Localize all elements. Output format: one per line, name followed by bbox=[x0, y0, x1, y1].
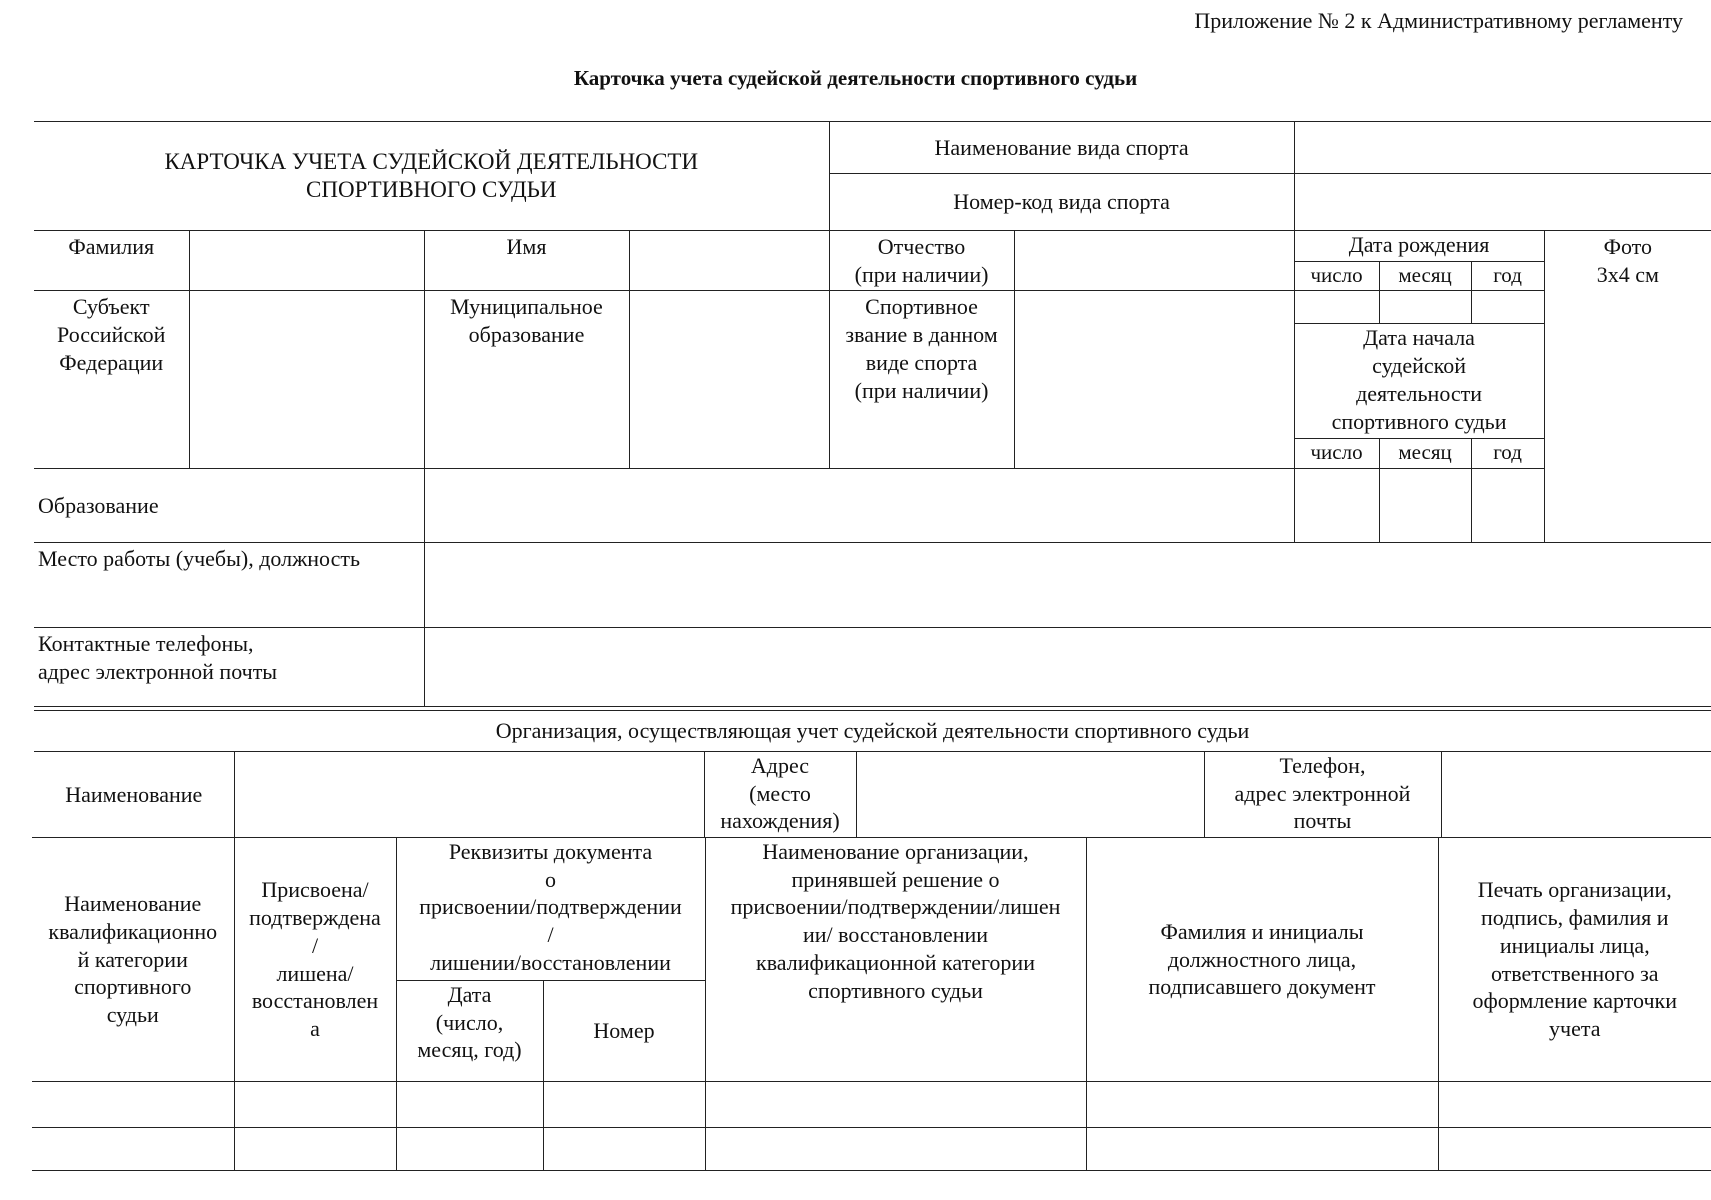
birth-year-field[interactable] bbox=[1471, 291, 1544, 324]
birth-month-label: месяц bbox=[1379, 261, 1471, 291]
organization-phone-label: Телефон, адрес электронной почты bbox=[1204, 752, 1441, 838]
education-label: Образование bbox=[34, 469, 424, 543]
birth-day-field[interactable] bbox=[1294, 291, 1379, 324]
workplace-label: Место работы (учебы), должность bbox=[34, 543, 424, 628]
workplace-field[interactable] bbox=[424, 543, 1711, 628]
birth-date-label: Дата рождения bbox=[1294, 231, 1544, 262]
table-cell[interactable] bbox=[1438, 1128, 1711, 1171]
table-cell[interactable] bbox=[234, 1128, 396, 1171]
sport-name-label: Наименование вида спорта bbox=[829, 122, 1294, 174]
table-cell[interactable] bbox=[32, 1128, 234, 1171]
region-label: Субъект Российской Федерации bbox=[34, 291, 189, 469]
table-cell[interactable] bbox=[705, 1082, 1086, 1128]
table-cell[interactable] bbox=[32, 1082, 234, 1128]
sport-name-field[interactable] bbox=[1294, 122, 1711, 174]
start-year-field[interactable] bbox=[1471, 469, 1544, 543]
sport-code-label: Номер-код вида спорта bbox=[829, 174, 1294, 231]
table-cell[interactable] bbox=[1086, 1082, 1438, 1128]
organization-phone-field[interactable] bbox=[1441, 752, 1711, 838]
birth-day-label: число bbox=[1294, 261, 1379, 291]
table-cell[interactable] bbox=[705, 1128, 1086, 1171]
patronymic-field[interactable] bbox=[1014, 231, 1294, 291]
education-field[interactable] bbox=[424, 469, 1294, 543]
region-field[interactable] bbox=[189, 291, 424, 469]
start-day-field[interactable] bbox=[1294, 469, 1379, 543]
stamp-signature-header: Печать организации, подпись, фамилия и инициалы лица, ответственного за оформление карточки учета bbox=[1438, 838, 1711, 1082]
organization-name-label: Наименование bbox=[34, 752, 234, 838]
document-number-header: Номер bbox=[543, 981, 705, 1082]
contacts-label: Контактные телефоны, адрес электронной почты bbox=[34, 628, 424, 707]
signing-official-header: Фамилия и инициалы должностного лица, подписавшего документ bbox=[1086, 838, 1438, 1082]
municipality-field[interactable] bbox=[629, 291, 829, 469]
birth-month-field[interactable] bbox=[1379, 291, 1471, 324]
name-field[interactable] bbox=[629, 231, 829, 291]
name-label: Имя bbox=[424, 231, 629, 291]
organization-address-field[interactable] bbox=[856, 752, 1204, 838]
qualification-status-header: Присвоена/ подтверждена / лишена/ восстановлен а bbox=[234, 838, 396, 1082]
sport-code-field[interactable] bbox=[1294, 174, 1711, 231]
organization-name-field[interactable] bbox=[234, 752, 704, 838]
contacts-field[interactable] bbox=[424, 628, 1711, 707]
table-row bbox=[32, 1128, 1711, 1171]
surname-field[interactable] bbox=[189, 231, 424, 291]
start-month-field[interactable] bbox=[1379, 469, 1471, 543]
qualification-category-header: Наименование квалификационно й категории спортивного судьи bbox=[32, 838, 234, 1082]
start-month-label: месяц bbox=[1379, 439, 1471, 469]
patronymic-label: Отчество (при наличии) bbox=[829, 231, 1014, 291]
start-day-label: число bbox=[1294, 439, 1379, 469]
decision-organization-header: Наименование организации, принявшей решение о присвоении/подтверждении/лишен ии/ восстановлении квалификационной категории спортивного судьи bbox=[705, 838, 1086, 1082]
municipality-label: Муниципальное образование bbox=[424, 291, 629, 469]
table-cell[interactable] bbox=[543, 1082, 705, 1128]
table-cell[interactable] bbox=[396, 1082, 543, 1128]
document-title: Карточка учета судейской деятельности спортивного судьи bbox=[573, 66, 1138, 90]
card-main-title: КАРТОЧКА УЧЕТА СУДЕЙСКОЙ ДЕЯТЕЛЬНОСТИ СПОРТИВНОГО СУДЬИ bbox=[34, 122, 829, 231]
table-cell[interactable] bbox=[396, 1128, 543, 1171]
appendix-note: Приложение № 2 к Административному регламенту bbox=[1194, 8, 1683, 33]
document-date-header: Дата (число, месяц, год) bbox=[396, 981, 543, 1082]
table-row bbox=[32, 1082, 1711, 1128]
birth-year-label: год bbox=[1471, 261, 1544, 291]
organization-heading: Организация, осуществляющая учет судейской деятельности спортивного судьи bbox=[34, 711, 1711, 752]
table-cell[interactable] bbox=[543, 1128, 705, 1171]
organization-table bbox=[34, 710, 1711, 838]
start-year-label: год bbox=[1471, 439, 1544, 469]
photo-placeholder: Фото 3х4 см bbox=[1544, 231, 1711, 543]
surname-label: Фамилия bbox=[34, 231, 189, 291]
sport-rank-label: Спортивное звание в данном виде спорта (при наличии) bbox=[829, 291, 1014, 469]
start-date-label: Дата начала судейской деятельности спортивного судьи bbox=[1294, 324, 1544, 439]
document-requisites-header: Реквизиты документа о присвоении/подтверждении / лишении/восстановлении bbox=[396, 838, 705, 981]
table-cell[interactable] bbox=[1438, 1082, 1711, 1128]
judge-card-table bbox=[34, 121, 1711, 707]
table-cell[interactable] bbox=[234, 1082, 396, 1128]
organization-address-label: Адрес (место нахождения) bbox=[704, 752, 856, 838]
qualification-table bbox=[32, 837, 1711, 1171]
sport-rank-field[interactable] bbox=[1014, 291, 1294, 469]
table-cell[interactable] bbox=[1086, 1128, 1438, 1171]
